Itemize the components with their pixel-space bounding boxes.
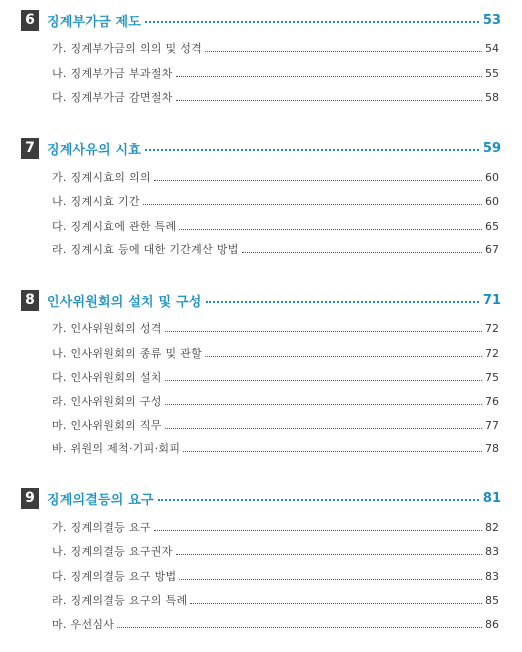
toc-item-label: 가. 징계의결등 요구 (52, 521, 151, 534)
toc-item-label: 나. 징계시효 기간 (52, 195, 140, 208)
toc-item[interactable] (52, 369, 499, 385)
toc-item[interactable] (52, 393, 499, 409)
chapter-page: 59 (482, 140, 501, 156)
dot-leader (179, 229, 482, 230)
toc-item-page: 83 (485, 544, 499, 558)
dot-leader (206, 301, 479, 303)
toc-item-page: 55 (485, 66, 499, 80)
toc-item-label: 다. 징계시효에 관한 특례 (52, 220, 177, 233)
toc-item-page: 77 (485, 418, 499, 432)
toc-item-page: 60 (485, 170, 499, 184)
dot-leader (165, 428, 482, 429)
toc-item[interactable] (52, 543, 499, 559)
chapter-page: 71 (482, 292, 501, 308)
chapter-number: 8 (21, 290, 39, 311)
dot-leader (145, 21, 479, 23)
toc-item-page: 82 (485, 520, 499, 534)
toc-item[interactable] (52, 320, 499, 336)
toc-item[interactable] (52, 440, 499, 456)
toc-item-page: 65 (485, 219, 499, 233)
toc-item-label: 바. 위원의 제척·기피·회피 (52, 442, 181, 455)
toc-item[interactable] (52, 616, 499, 632)
dot-leader (183, 451, 482, 452)
toc-item-page: 58 (485, 90, 499, 104)
chapter-title: 징계부가금 제도 (47, 14, 142, 30)
toc-item-label: 나. 징계의결등 요구권자 (52, 545, 173, 558)
dot-leader (165, 331, 482, 332)
toc-item-page: 85 (485, 593, 499, 607)
dot-leader (154, 180, 482, 181)
dot-leader (176, 76, 482, 77)
dot-leader (190, 603, 482, 604)
dot-leader (117, 627, 482, 628)
chapter-page: 81 (482, 490, 501, 506)
dot-leader (205, 51, 482, 52)
toc-item[interactable] (52, 193, 499, 209)
toc-item-page: 83 (485, 569, 499, 583)
toc-item-page: 75 (485, 370, 499, 384)
chapter-number: 9 (21, 488, 39, 509)
toc-item[interactable] (52, 40, 499, 56)
chapter-title: 징계의결등의 요구 (47, 492, 154, 508)
dot-leader (176, 100, 482, 101)
dot-leader (143, 204, 482, 205)
toc-item-label: 가. 인사위원회의 성격 (52, 322, 162, 335)
toc-item-label: 라. 징계시효 등에 대한 기간계산 방법 (52, 243, 239, 256)
toc-item[interactable] (52, 568, 499, 584)
dot-leader (205, 356, 482, 357)
toc-item-label: 나. 인사위원회의 종류 및 관할 (52, 347, 203, 360)
chapter-heading[interactable] (21, 487, 501, 509)
toc-item[interactable] (52, 241, 499, 257)
dot-leader (242, 252, 482, 253)
toc-item[interactable] (52, 519, 499, 535)
dot-leader (165, 380, 482, 381)
toc-item-label: 다. 징계부가금 감면절차 (52, 91, 173, 104)
chapter-title: 인사위원회의 설치 및 구성 (47, 294, 202, 310)
toc-item-page: 78 (485, 441, 499, 455)
dot-leader (158, 499, 479, 501)
toc-item-page: 72 (485, 346, 499, 360)
toc-item-page: 54 (485, 41, 499, 55)
dot-leader (145, 149, 479, 151)
toc-item-label: 가. 징계부가금의 의의 및 성격 (52, 42, 203, 55)
toc-item-label: 라. 징계의결등 요구의 특례 (52, 594, 188, 607)
dot-leader (179, 579, 482, 580)
toc-item-label: 라. 인사위원회의 구성 (52, 395, 162, 408)
dot-leader (176, 554, 482, 555)
toc-item-label: 나. 징계부가금 부과절차 (52, 67, 173, 80)
toc-item[interactable] (52, 417, 499, 433)
toc-item[interactable] (52, 169, 499, 185)
toc-item-label: 마. 인사위원회의 직무 (52, 419, 162, 432)
toc-item-label: 다. 징계의결등 요구 방법 (52, 570, 177, 583)
toc-item-label: 다. 인사위원회의 설치 (52, 371, 162, 384)
dot-leader (154, 530, 482, 531)
toc-item-label: 마. 우선심사 (52, 618, 115, 631)
toc-item-page: 86 (485, 617, 499, 631)
chapter-number: 7 (21, 138, 39, 159)
toc-item[interactable] (52, 592, 499, 608)
toc-item-page: 76 (485, 394, 499, 408)
chapter-heading[interactable] (21, 289, 501, 311)
toc-item-label: 가. 징계시효의 의의 (52, 171, 151, 184)
chapter-heading[interactable] (21, 9, 501, 31)
chapter-page: 53 (482, 12, 501, 28)
toc-item-page: 60 (485, 194, 499, 208)
toc-item[interactable] (52, 65, 499, 81)
toc-item[interactable] (52, 345, 499, 361)
chapter-number: 6 (21, 10, 39, 31)
toc-item[interactable] (52, 218, 499, 234)
toc-item-page: 67 (485, 242, 499, 256)
toc-item[interactable] (52, 89, 499, 105)
dot-leader (165, 404, 482, 405)
toc-item-page: 72 (485, 321, 499, 335)
chapter-heading[interactable] (21, 137, 501, 159)
chapter-title: 징계사유의 시효 (47, 142, 142, 158)
